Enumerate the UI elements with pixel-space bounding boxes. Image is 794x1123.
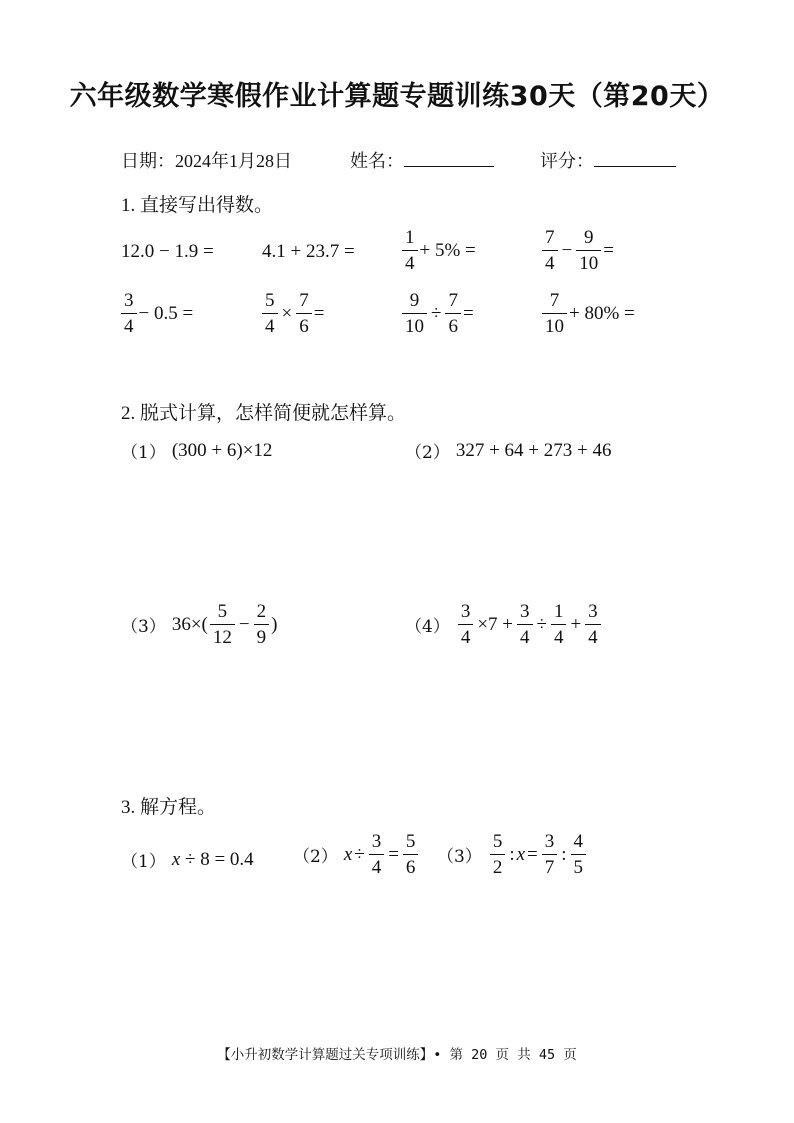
problem-2-4 — [405, 602, 603, 647]
problem-number: （3） — [121, 617, 166, 637]
expr-text: 36×( — [171, 613, 208, 635]
score-label: 评分： — [540, 151, 594, 171]
problem-2-2 — [405, 438, 611, 463]
fraction — [296, 291, 312, 336]
numerator: 7 — [448, 290, 458, 311]
numerator: 7 — [299, 290, 309, 311]
section2-heading: 2. 脱式计算，怎样简便就怎样算。 — [121, 403, 407, 424]
fraction — [262, 291, 278, 336]
equation-2 — [293, 832, 420, 877]
denominator: 12 — [210, 624, 235, 647]
denominator: 4 — [458, 624, 474, 647]
operator: ÷ — [431, 302, 442, 324]
denominator: 6 — [445, 313, 461, 336]
problem-number: （2） — [405, 443, 450, 463]
problem-1-6 — [260, 291, 324, 336]
problem-number: （2） — [293, 847, 338, 867]
equation-1 — [121, 847, 254, 872]
problem-1-4 — [540, 228, 614, 273]
denominator: 4 — [121, 313, 137, 336]
numerator: 3 — [371, 831, 382, 852]
fraction — [490, 832, 506, 877]
problem-1-3 — [400, 228, 476, 273]
denominator: 10 — [402, 313, 427, 336]
expr-text: + 5% = — [419, 239, 476, 261]
fraction — [517, 602, 533, 647]
fraction — [542, 228, 558, 273]
problem-number: （1） — [121, 852, 166, 872]
expr-text: 12.0 − 1.9 = — [121, 241, 214, 262]
numerator: 5 — [217, 601, 228, 622]
score-blank[interactable] — [594, 150, 676, 167]
name-blank[interactable] — [404, 150, 494, 167]
variable-x: x — [343, 843, 353, 865]
denominator: 2 — [490, 854, 506, 877]
equals-sign: = — [388, 843, 399, 865]
numerator: 3 — [124, 290, 134, 311]
fraction — [576, 228, 601, 273]
numerator: 3 — [588, 601, 598, 622]
problem-1-1 — [121, 241, 214, 263]
problem-1-5 — [119, 291, 193, 336]
equals-sign: = — [527, 843, 538, 865]
fraction — [445, 291, 461, 336]
problem-1-7 — [400, 291, 474, 336]
numerator: 5 — [265, 290, 275, 311]
expr-text: = — [462, 302, 474, 324]
numerator: 7 — [545, 227, 555, 248]
expr-text: = — [603, 239, 614, 261]
numerator: 7 — [549, 290, 560, 311]
fraction — [551, 602, 567, 647]
problem-number: （3） — [437, 847, 482, 867]
fraction — [210, 602, 235, 647]
numerator: 9 — [409, 290, 420, 311]
denominator: 6 — [296, 313, 312, 336]
problem-2-3 — [121, 602, 277, 647]
fraction — [458, 602, 474, 647]
expr-text: − 0.5 = — [138, 302, 194, 324]
expr-text: 4.1 + 23.7 = — [262, 241, 355, 262]
numerator: 3 — [520, 601, 530, 622]
expr-text: ) — [271, 613, 278, 635]
operator: ÷ — [354, 843, 365, 865]
problem-1-2 — [262, 241, 355, 263]
denominator: 6 — [403, 854, 419, 877]
fraction — [585, 602, 601, 647]
denominator: 4 — [585, 624, 601, 647]
variable-x: x — [171, 848, 181, 870]
fraction — [121, 291, 137, 336]
denominator: 4 — [551, 624, 567, 647]
denominator: 4 — [517, 624, 533, 647]
operator: − — [561, 239, 573, 261]
date-label: 日期：2024年1月28日 — [121, 151, 292, 171]
numerator: 4 — [573, 831, 584, 852]
denominator: 4 — [262, 313, 278, 336]
score-field[interactable] — [540, 147, 676, 173]
fraction — [254, 602, 270, 647]
page-footer: 【小升初数学计算题过关专项训练】• 第 20 页 共 45 页 — [217, 1047, 577, 1063]
denominator: 4 — [542, 250, 558, 273]
page-title: 六年级数学寒假作业计算题专题训练30天（第20天） — [69, 81, 725, 112]
fraction — [571, 832, 587, 877]
problem-number: （1） — [121, 443, 166, 463]
fraction — [402, 228, 418, 273]
expr-text: = — [313, 302, 325, 324]
numerator: 9 — [583, 227, 594, 248]
operator: × — [281, 302, 293, 324]
fraction — [369, 832, 385, 877]
problem-number: （4） — [405, 617, 450, 637]
denominator: 10 — [542, 313, 567, 336]
problem-2-1 — [121, 438, 272, 463]
fraction — [402, 291, 427, 336]
problem-1-8 — [540, 291, 635, 336]
numerator: 1 — [405, 227, 415, 248]
denominator: 4 — [402, 250, 418, 273]
denominator: 4 — [369, 854, 385, 877]
numerator: 5 — [492, 831, 503, 852]
denominator: 10 — [576, 250, 601, 273]
colon: : — [561, 843, 567, 865]
operator: − — [238, 613, 250, 635]
operator: ÷ — [536, 613, 547, 635]
expr-text: 327 + 64 + 273 + 46 — [455, 439, 612, 461]
numerator: 2 — [256, 601, 267, 622]
fraction — [403, 832, 419, 877]
numerator: 5 — [405, 831, 416, 852]
expr-text: + 80% = — [569, 302, 635, 324]
denominator: 7 — [542, 854, 558, 877]
denominator: 9 — [254, 624, 270, 647]
fraction — [542, 832, 558, 877]
fraction — [542, 291, 567, 336]
expr-text: (300 + 6)×12 — [171, 439, 273, 461]
equation-3 — [437, 832, 588, 877]
section3-heading: 3. 解方程。 — [121, 797, 217, 818]
denominator: 5 — [571, 854, 587, 877]
numerator: 1 — [553, 601, 564, 622]
colon: : — [509, 843, 515, 865]
section1-heading: 1. 直接写出得数。 — [121, 195, 274, 216]
expr-text: ÷ 8 = 0.4 — [185, 848, 254, 870]
numerator: 3 — [460, 601, 471, 622]
name-field[interactable] — [350, 147, 494, 173]
variable-x: x — [516, 843, 526, 865]
numerator: 3 — [544, 831, 555, 852]
operator: + — [570, 613, 582, 635]
name-label: 姓名： — [350, 151, 404, 171]
operator: ×7 + — [477, 613, 514, 635]
